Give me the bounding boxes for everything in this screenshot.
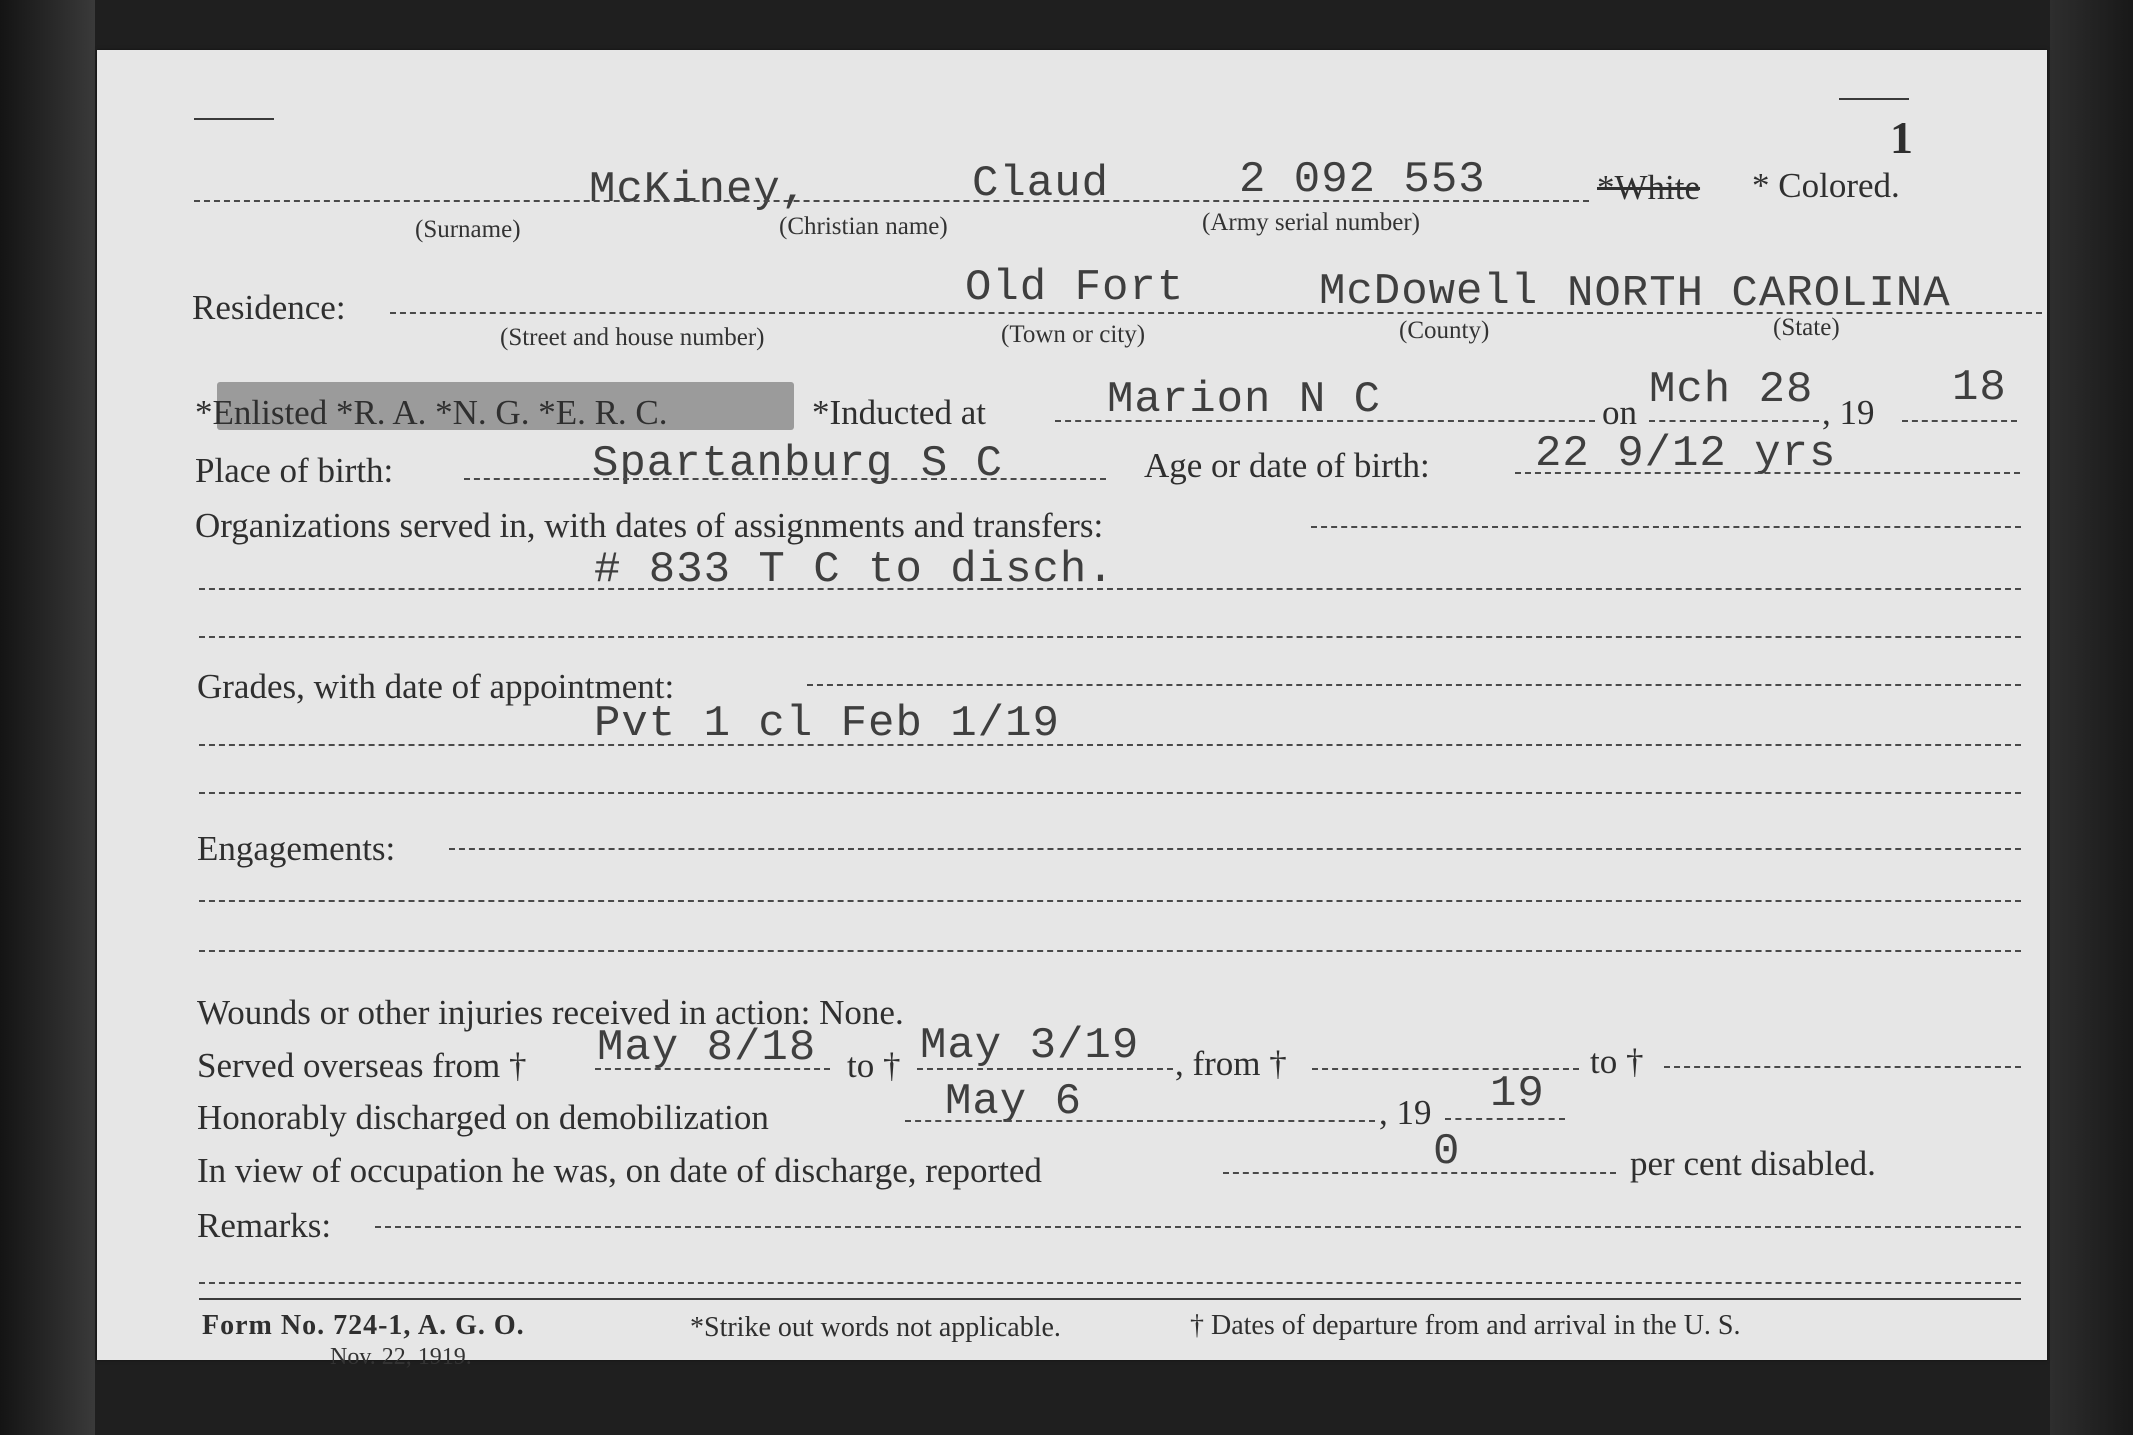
overseas-to2-label: to † (1590, 1042, 1644, 1081)
engagements-line-2 (199, 900, 2021, 902)
overseas-to-label: to † (847, 1046, 901, 1085)
grades-label: Grades, with date of appointment: (197, 667, 675, 706)
overseas-from-label: Served overseas from † (197, 1046, 527, 1085)
white-label: *White (1597, 168, 1701, 207)
county-caption: (County) (1399, 317, 1490, 344)
age-label: Age or date of birth: (1144, 446, 1430, 485)
grades-line-2 (199, 744, 2021, 746)
residence-label: Residence: (192, 288, 346, 327)
top-left-dash (194, 118, 274, 120)
surname-value: McKiney, (589, 165, 809, 215)
remarks-line-1 (375, 1226, 2021, 1228)
discharge-date-value: May 6 (945, 1077, 1083, 1127)
organizations-label: Organizations served in, with dates of assignments and transfers: (195, 506, 1104, 545)
disability-label: In view of occupation he was, on date of discharge, reported (197, 1151, 1042, 1190)
christian-name-value: Claud (972, 159, 1110, 209)
age-line (1515, 472, 2020, 474)
organizations-line-1 (1311, 526, 2021, 528)
grades-line-1 (807, 684, 2021, 686)
disability-line (1223, 1172, 1616, 1174)
serial-number-caption: (Army serial number) (1202, 209, 1420, 236)
enlisted-options: *Enlisted *R. A. *N. G. *E. R. C. (195, 393, 668, 432)
service-record-card (97, 50, 2047, 1370)
inducted-label: *Inducted at (812, 393, 986, 432)
serial-number-value: 2 092 553 (1239, 155, 1486, 205)
grades-value: Pvt 1 cl Feb 1/19 (594, 699, 1060, 749)
colored-label: * Colored. (1752, 166, 1900, 205)
engagements-line-1 (449, 848, 2021, 850)
discharge-year-prefix: , 19 (1379, 1093, 1432, 1132)
disability-suffix: per cent disabled. (1630, 1144, 1876, 1183)
organizations-line-3 (199, 636, 2021, 638)
scan-border-right (2050, 0, 2133, 1435)
christian-name-caption: (Christian name) (779, 213, 948, 240)
inducted-line (1055, 420, 1595, 422)
organizations-line-2 (199, 588, 2021, 590)
discharge-year-line (1445, 1118, 1565, 1120)
town-caption: (Town or city) (1001, 321, 1146, 348)
disability-value: 0 (1433, 1127, 1461, 1177)
birthplace-label: Place of birth: (195, 451, 394, 490)
footnote-dates: † Dates of departure from and arrival in the U. S. (1190, 1310, 1741, 1341)
overseas-to-line (917, 1068, 1173, 1070)
bottom-rule (199, 1298, 2021, 1300)
name-line (194, 200, 1589, 202)
engagements-line-3 (199, 950, 2021, 952)
discharged-label: Honorably discharged on demobilization (197, 1098, 769, 1137)
discharge-year-value: 19 (1490, 1069, 1545, 1119)
on-label: on (1602, 393, 1637, 432)
page-number: 1 (1890, 112, 1913, 163)
induction-date-value: Mch 28 (1649, 365, 1814, 415)
wounds-label: Wounds or other injuries received in action: None. (197, 993, 904, 1032)
overseas-from-value: May 8/18 (597, 1023, 817, 1073)
scan-border-left (0, 0, 95, 1435)
birthplace-value: Spartanburg S C (592, 439, 1004, 489)
state-caption: (State) (1773, 314, 1840, 341)
form-date: Nov. 22, 1919. (330, 1344, 472, 1370)
overseas-to2-line (1664, 1066, 2021, 1068)
induction-date-line (1649, 420, 1819, 422)
top-right-dash (1839, 98, 1909, 100)
overseas-to-value: May 3/19 (920, 1021, 1140, 1071)
state-value: NORTH CAROLINA (1567, 269, 1951, 319)
surname-caption: (Surname) (415, 216, 521, 243)
county-value: McDowell (1319, 267, 1539, 317)
street-caption: (Street and house number) (500, 324, 765, 351)
discharge-date-line (905, 1120, 1375, 1122)
remarks-line-2 (199, 1282, 2021, 1284)
town-value: Old Fort (965, 263, 1185, 313)
remarks-label: Remarks: (197, 1206, 332, 1245)
overseas-from2-label: , from † (1175, 1044, 1287, 1083)
engagements-label: Engagements: (197, 829, 396, 868)
grades-line-3 (199, 792, 2021, 794)
induction-year-value: 18 (1952, 363, 2007, 413)
induction-year-line (1902, 420, 2017, 422)
overseas-from-line (595, 1068, 830, 1070)
footnote-strike: *Strike out words not applicable. (690, 1312, 1061, 1343)
birthplace-line (464, 478, 1106, 480)
inducted-place-value: Marion N C (1107, 375, 1382, 425)
form-number: Form No. 724-1, A. G. O. (202, 1310, 525, 1341)
organizations-value: # 833 T C to disch. (594, 545, 1115, 595)
induction-year-prefix: , 19 (1822, 393, 1875, 432)
age-value: 22 9/12 yrs (1535, 429, 1837, 479)
